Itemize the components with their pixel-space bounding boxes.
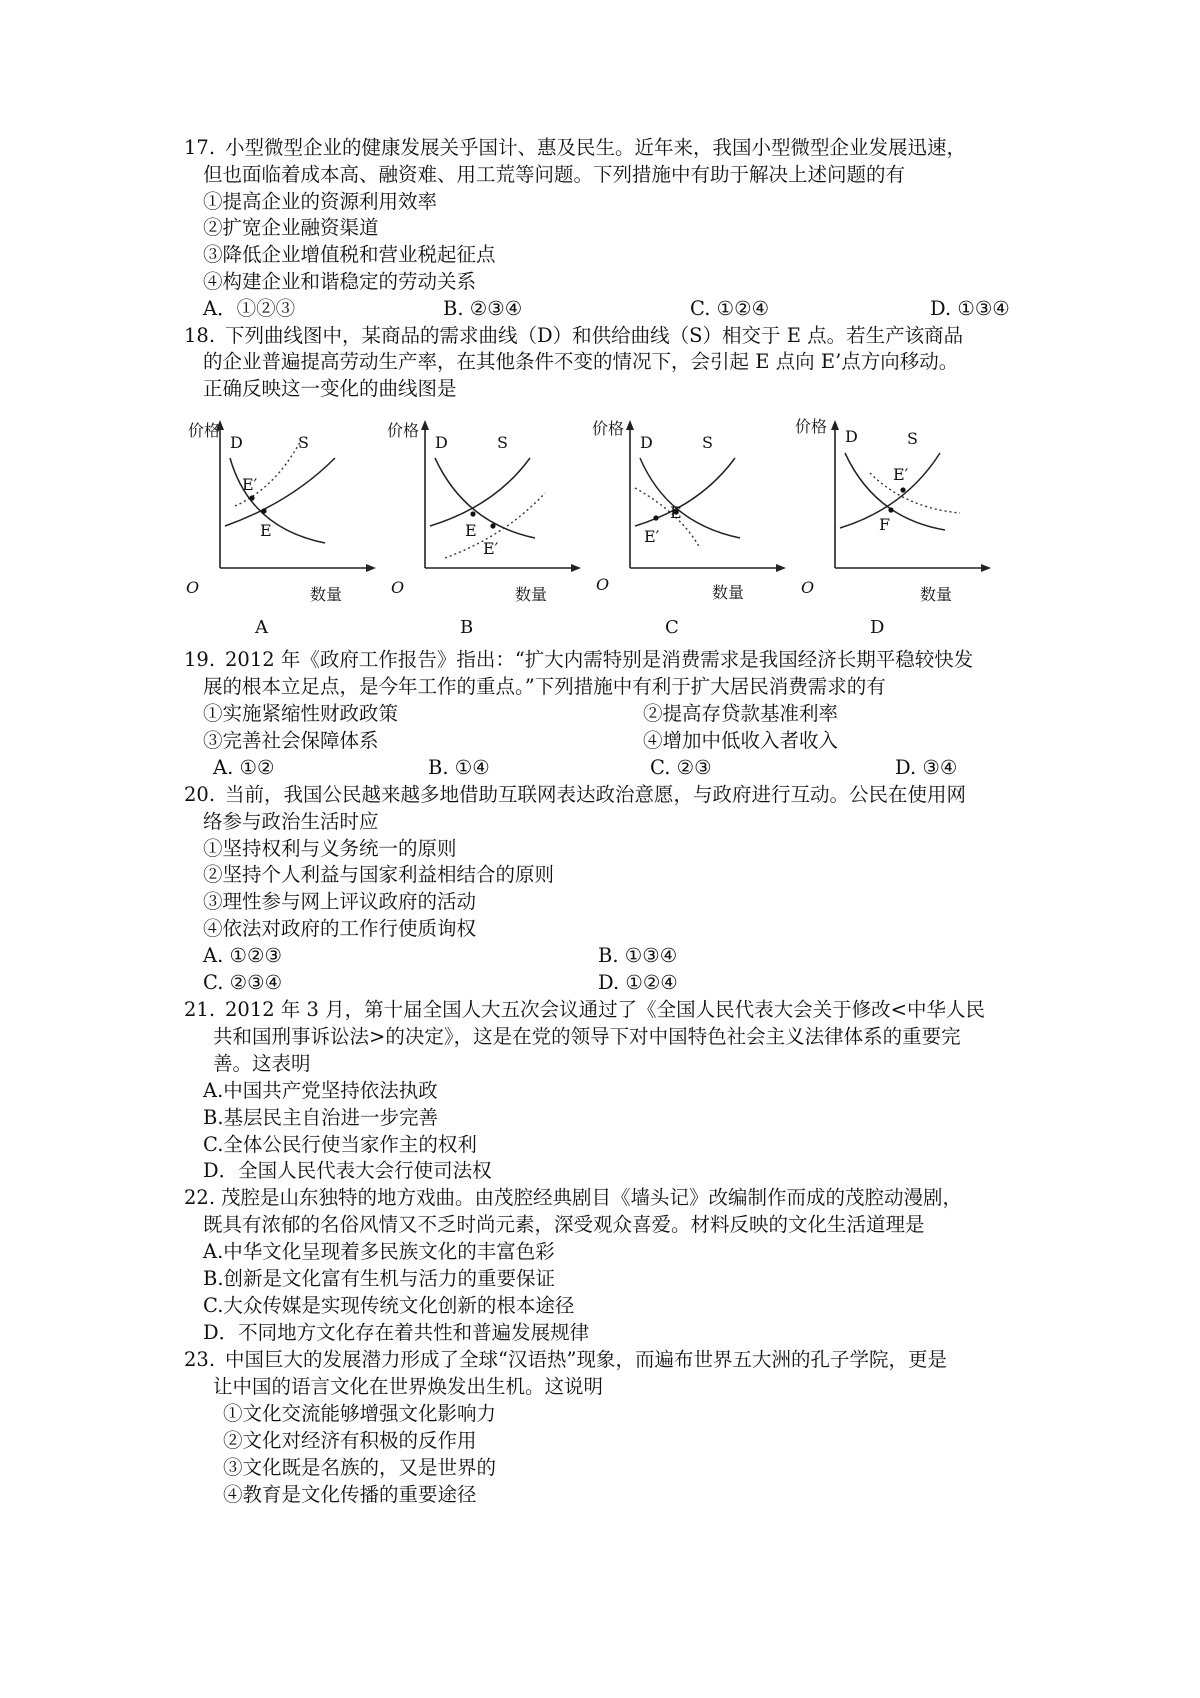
point-e (470, 511, 475, 516)
demand-label: D (435, 433, 448, 452)
question-stem-line: 但也面临着成本高、融资难、用工荒等问题。下列措施中有助于解决上述问题的有 (203, 163, 906, 186)
y-axis-arrow (626, 420, 634, 430)
statement-item: ④构建企业和谐稳定的劳动关系 (203, 270, 477, 293)
x-axis-label: 数量 (310, 585, 343, 604)
supply-label: S (497, 433, 508, 452)
graph-b (385, 418, 585, 643)
graph-a (180, 418, 380, 643)
answer-option-d: D. ①②④ (598, 971, 678, 994)
demand-label: D (640, 433, 653, 452)
graph-caption: B (460, 617, 474, 638)
statement-item: ③理性参与网上评议政府的活动 (203, 890, 477, 913)
graph-d-svg (795, 418, 995, 643)
question-stem-line: 络参与政治生活时应 (203, 810, 379, 833)
question-number: 17. (184, 136, 216, 159)
answer-option-d: D．不同地方文化存在着共性和普遍发展规律 (203, 1321, 590, 1344)
question-stem-line: 茂腔是山东独特的地方戏曲。由茂腔经典剧目《墙头记》改编制作而成的茂腔动漫剧， (221, 1186, 963, 1209)
point-e-label: E (260, 521, 272, 540)
supply-curve (430, 458, 530, 526)
answer-option-c: C. ②③④ (203, 971, 283, 994)
statement-item: ①提高企业的资源利用效率 (203, 190, 438, 213)
point-e-prime-label: E′ (644, 527, 660, 546)
answer-option-a: A. ①② (213, 756, 275, 779)
statement-item: ②扩宽企业融资渠道 (203, 216, 379, 239)
point-e-label: E (670, 503, 682, 522)
supply-label: S (907, 429, 918, 448)
demand-curve (230, 458, 325, 543)
statement-item: ①实施紧缩性财政政策 (203, 702, 399, 725)
point-e-prime-label: E′ (242, 475, 258, 494)
question-stem-line: 展的根本立足点，是今年工作的重点。”下列措施中有利于扩大居民消费需求的有 (203, 675, 886, 698)
graph-c-svg (590, 418, 790, 643)
x-axis-label: 数量 (920, 585, 953, 604)
demand-label: D (230, 433, 243, 452)
question-number: 20. (184, 783, 216, 806)
graph-caption: A (255, 617, 268, 638)
y-axis-label: 价格 (592, 419, 625, 438)
answer-option-c: C.大众传媒是实现传统文化创新的根本途径 (203, 1294, 575, 1317)
shifted-supply-curve (235, 442, 300, 506)
point-f (888, 507, 893, 512)
point-e-prime (249, 495, 254, 500)
x-axis-arrow (366, 564, 376, 572)
answer-option-d: D. ③④ (895, 756, 958, 779)
statement-item: ③文化既是名族的，又是世界的 (223, 1456, 497, 1479)
x-axis-label: 数量 (712, 583, 745, 602)
y-axis-label: 价格 (188, 421, 221, 440)
statement-item: ③降低企业增值税和营业税起征点 (203, 243, 496, 266)
y-axis-arrow (421, 420, 429, 430)
graph-a-svg (180, 418, 380, 643)
answer-option-b: B.创新是文化富有生机与活力的重要保证 (203, 1267, 556, 1290)
question-number: 22. (184, 1186, 216, 1209)
answer-option-b: B. ①③④ (598, 944, 678, 967)
origin-label: O (596, 575, 610, 594)
question-number: 23. (184, 1348, 216, 1371)
y-axis-label: 价格 (795, 418, 828, 436)
supply-demand-graphs (180, 418, 1030, 643)
origin-label: O (391, 578, 405, 597)
answer-option-c: C. ①②④ (690, 297, 770, 320)
graph-d (795, 418, 995, 643)
answer-option-c: C.全体公民行使当家作主的权利 (203, 1133, 477, 1156)
supply-label: S (298, 433, 309, 452)
graph-b-svg (385, 418, 585, 643)
point-e (261, 508, 266, 513)
x-axis-label: 数量 (515, 585, 548, 604)
y-axis-label: 价格 (387, 421, 420, 440)
answer-option-b: B. ①④ (428, 756, 490, 779)
shifted-demand-curve (870, 473, 960, 513)
question-stem-line: 小型微型企业的健康发展关乎国计、惠及民生。近年来，我国小型微型企业发展迅速， (225, 136, 967, 159)
answer-option-b: B. ②③④ (443, 297, 523, 320)
point-f-label: F (879, 515, 891, 534)
question-stem-line: 正确反映这一变化的曲线图是 (203, 377, 457, 400)
graph-caption: D (870, 617, 885, 638)
answer-option-c: C. ②③ (650, 756, 712, 779)
question-stem-line: 让中国的语言文化在世界焕发出生机。这说明 (213, 1375, 604, 1398)
answer-option-a: A．①②③ (203, 297, 296, 320)
question-stem-line: 既具有浓郁的名俗风情又不乏时尚元素，深受观众喜爱。材料反映的文化生活道理是 (203, 1213, 925, 1236)
question-stem-line: 当前，我国公民越来越多地借助互联网表达政治意愿，与政府进行互动。公民在使用网 (225, 783, 967, 806)
supply-label: S (702, 433, 713, 452)
statement-item: ①文化交流能够增强文化影响力 (223, 1402, 497, 1425)
question-stem-line: 下列曲线图中，某商品的需求曲线（D）和供给曲线（S）相交于 E 点。若生产该商品 (225, 324, 964, 347)
point-e-prime-label: E′ (893, 465, 909, 484)
answer-option-a: A. ①②③ (203, 944, 282, 967)
y-axis-arrow (831, 420, 839, 430)
statement-item: ②坚持个人利益与国家利益相结合的原则 (203, 863, 555, 886)
question-stem-line: 善。这表明 (213, 1052, 311, 1075)
question-stem-line: 2012 年 3 月，第十届全国人大五次会议通过了《全国人民代表大会关于修改<中华人民 (225, 998, 985, 1021)
statement-item: ③完善社会保障体系 (203, 729, 379, 752)
graph-caption: C (665, 617, 679, 638)
question-stem-line: 共和国刑事诉讼法>的决定》，这是在党的领导下对中国特色社会主义法律体系的重要完 (213, 1025, 961, 1048)
demand-label: D (845, 427, 858, 446)
origin-label: O (186, 578, 200, 597)
statement-item: ①坚持权利与义务统一的原则 (203, 837, 457, 860)
x-axis-arrow (981, 564, 991, 572)
question-number: 21. (184, 998, 216, 1021)
origin-label: O (801, 578, 815, 597)
answer-option-a: A.中华文化呈现着多民族文化的丰富色彩 (203, 1240, 555, 1263)
statement-item: ④增加中低收入者收入 (643, 729, 839, 752)
question-number: 18. (184, 324, 216, 347)
question-number: 19. (184, 648, 216, 671)
statement-item: ②提高存贷款基准利率 (643, 702, 839, 725)
statement-item: ②文化对经济有积极的反作用 (223, 1429, 477, 1452)
answer-option-b: B.基层民主自治进一步完善 (203, 1106, 439, 1129)
point-e-prime-label: E′ (483, 539, 499, 558)
question-stem-line: 的企业普遍提高劳动生产率，在其他条件不变的情况下，会引起 E 点向 E’点方向移动。 (203, 350, 959, 373)
answer-option-d: D. ①③④ (930, 297, 1010, 320)
answer-option-d: D．全国人民代表大会行使司法权 (203, 1159, 492, 1182)
question-stem-line: 2012 年《政府工作报告》指出：“扩大内需特别是消费需求是我国经济长期平稳较快发 (225, 648, 974, 671)
point-e-prime (900, 487, 905, 492)
statement-item: ④依法对政府的工作行使质询权 (203, 917, 477, 940)
point-e-prime (490, 523, 495, 528)
point-e-label: E (465, 521, 477, 540)
answer-option-a: A.中国共产党坚持依法执政 (203, 1079, 438, 1102)
statement-item: ④教育是文化传播的重要途径 (223, 1483, 477, 1506)
graph-c (590, 418, 790, 643)
x-axis-arrow (776, 564, 786, 572)
x-axis-arrow (571, 564, 581, 572)
point-e-prime (653, 515, 658, 520)
question-stem-line: 中国巨大的发展潜力形成了全球“汉语热”现象，而遍布世界五大洲的孔子学院，更是 (225, 1348, 947, 1371)
